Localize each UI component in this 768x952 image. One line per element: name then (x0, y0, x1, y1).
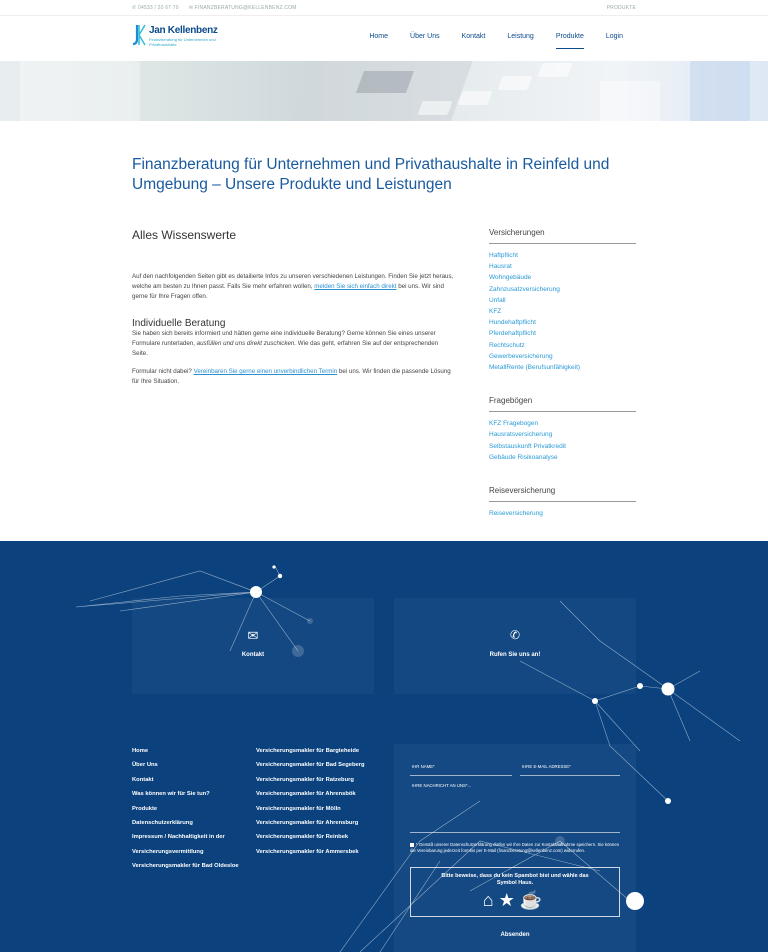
captcha-box (410, 867, 620, 917)
footer-nav-col2 (256, 747, 365, 862)
site-logo[interactable] (132, 24, 222, 50)
sidebar-link-gebaeude-risiko[interactable]: Gebäude Risikoanalyse (489, 453, 558, 461)
envelope-icon: ✉ (247, 628, 259, 643)
content-heading: Alles Wissenswerte (132, 228, 237, 242)
name-field-label: IHR NAME* (412, 764, 435, 769)
top-bar (0, 0, 768, 16)
phone-icon: ✆ (132, 5, 137, 11)
footer-link-impressum[interactable]: Impressum / Nachhaltigkeit in der (132, 834, 225, 841)
appointment-link[interactable]: Vereinbaren Sie gerne einen unverbindlichen Termin (193, 368, 338, 375)
email-contact[interactable]: ✉ FINANZBERATUNG@KELLENBENZ.COM (188, 5, 297, 11)
logo-tagline: Finanzberatung für Unternehmen und Privathaushalte (149, 37, 216, 47)
footer-link-reinbek[interactable]: Versicherungsmakler für Reinbek (256, 834, 349, 841)
sidebar-link-reiseversicherung[interactable]: Reiseversicherung (489, 510, 543, 518)
sidebar-link-hundehaftpflicht[interactable]: Hundehaftpflicht (489, 319, 536, 327)
captcha-question: Bitte beweise, dass du kein Spambot bist und wähle das Symbol Haus. (441, 873, 589, 886)
sidebar-group-reise (489, 486, 636, 519)
phone-contact[interactable]: ✆ 04533 / 20 67 70 (132, 5, 179, 11)
envelope-icon: ✉ (188, 5, 194, 11)
footer-nav-col1 (132, 747, 239, 877)
house-icon[interactable]: ⌂ (482, 890, 499, 910)
footer-link-versicherungsvermittlung[interactable]: Versicherungsvermittlung (132, 848, 204, 855)
sidebar-link-hausrat[interactable]: Hausrat (489, 263, 512, 271)
footer-link-produkte[interactable]: Produkte (132, 805, 158, 812)
nav-login[interactable]: Login (605, 33, 623, 40)
footer-link-ahrensboek[interactable]: Versicherungsmakler für Ahrensbök (256, 791, 356, 798)
sidebar (489, 228, 636, 519)
sidebar-group-frageboegen (489, 396, 636, 463)
sidebar-group-title: Reiseversicherung (489, 486, 636, 502)
email-input[interactable] (520, 775, 620, 776)
logo-mark-icon (132, 24, 146, 46)
star-icon[interactable]: ★ (498, 890, 520, 910)
contact-card[interactable]: ✉ Kontakt (132, 598, 374, 694)
privacy-consent: * Gemäß unserer Datenschutzerklärung dürfen wir Ihre Daten zur Kontaktaufnahme speichern. Sie können die Vereinbarung jederzeit formlos per E-Mail (finanzberatung@kellenbenz.com) widerrufen. (410, 842, 620, 853)
sidebar-link-haftpflicht[interactable]: Haftpflicht (489, 252, 518, 259)
intro-paragraph: Auf den nachfolgenden Seiten gibt es detailierte Infos zu unseren verschiedenen Leistungen. Finden Sie jetzt heraus, welche am besten zu Ihnen passt. Falls Sie mehr erfahren wollen, melden Sie sich einfach direkt bei uns. Wir sind gerne für Ihre Fragen offen. (132, 273, 454, 300)
footer-link-ueber-uns[interactable]: Über Uns (132, 762, 158, 769)
sidebar-group-title: Versicherungen (489, 228, 636, 244)
sidebar-link-kfz-fragebogen[interactable]: KFZ Fragebogen (489, 420, 539, 428)
footer-link-moelln[interactable]: Versicherungsmakler für Mölln (256, 805, 341, 812)
sidebar-link-gewerbe[interactable]: Gewerbeversicherung (489, 352, 553, 360)
sidebar-link-zahnzusatz[interactable]: Zahnzusatzversicherung (489, 285, 560, 293)
phone-icon: ✆ (509, 628, 521, 642)
sidebar-link-pferdehaftpflicht[interactable]: Pferdehaftpflicht (489, 330, 536, 338)
network-decoration (0, 541, 768, 952)
nav-produkte[interactable]: Produkte (545, 33, 595, 40)
sidebar-group-versicherungen (489, 228, 636, 373)
contact-form (394, 744, 636, 952)
nav-kontakt[interactable]: Kontakt (461, 33, 486, 40)
cup-icon[interactable]: ☕ (519, 890, 548, 910)
appointment-paragraph: Formular nicht dabei? Vereinbaren Sie gerne einen unverbindlichen Termin bei uns. Wir finden die passende Lösung für Ihre Situation. (132, 368, 451, 385)
sidebar-link-selbstauskunft[interactable]: Selbstauskunft Privatkredit (489, 442, 566, 450)
submit-button[interactable]: Absenden (500, 932, 530, 938)
footer-link-ahrensburg[interactable]: Versicherungsmakler für Ahrensburg (256, 819, 359, 826)
top-bar-products-link[interactable]: PRODUKTE (606, 5, 636, 11)
consultation-paragraph: Sie haben sich bereits informiert und hätten gerne eine individuelle Beratung? Gerne können Sie eines unserer Formulare runterladen, ausfüllen und uns direkt zuschicken. Wie das geht, erfahren Sie auf der entsprechenden Seite. (132, 330, 439, 357)
footer-link-datenschutz[interactable]: Datenschutzerklärung (132, 819, 193, 826)
name-input[interactable] (410, 775, 512, 776)
hero-banner-image (0, 61, 768, 121)
main-content (132, 228, 454, 387)
email-field-label: IHRE E-MAIL ADRESSE* (522, 764, 571, 769)
consent-checkbox[interactable] (410, 843, 414, 847)
footer-link-bad-oldesloe[interactable]: Versicherungsmakler für Bad Oldesloe (132, 863, 239, 870)
sidebar-link-rechtschutz[interactable]: Rechtschutz (489, 341, 525, 349)
nav-leistung[interactable]: Leistung (507, 33, 534, 40)
logo-name: Jan Kellenbenz (149, 25, 218, 36)
nav-home[interactable]: Home (369, 33, 389, 40)
page-title: Finanzberatung für Unternehmen und Privathaushalte in Reinfeld und Umgebung – Unsere Produkte und Leistungen (132, 156, 610, 193)
footer-link-home[interactable]: Home (132, 748, 149, 754)
sidebar-link-wohngebaeude[interactable]: Wohngebäude (489, 274, 532, 282)
sidebar-link-metallrente[interactable]: MetallRente (Berufsunfähigkeit) (489, 364, 581, 372)
message-field-label: IHRE NACHRICHT AN UNS*... (412, 783, 472, 788)
sub-heading: Individuelle Beratung (132, 318, 226, 329)
footer-link-kontakt[interactable]: Kontakt (132, 776, 154, 783)
sidebar-link-unfall[interactable]: Unfall (489, 296, 506, 304)
footer-link-bargteheide[interactable]: Versicherungsmakler für Bargteheide (256, 748, 360, 754)
footer-link-bad-segeberg[interactable]: Versicherungsmakler für Bad Segeberg (256, 762, 365, 769)
site-header (0, 16, 768, 60)
footer-link-ammersbek[interactable]: Versicherungsmakler für Ammersbek (256, 848, 359, 855)
footer-link-services[interactable]: Was können wir für Sie tun? (132, 791, 210, 798)
site-footer (0, 541, 768, 952)
message-textarea[interactable] (410, 832, 620, 833)
contact-direct-link[interactable]: melden Sie sich einfach direkt (314, 283, 397, 290)
footer-link-ratzeburg[interactable]: Versicherungsmakler für Ratzeburg (256, 776, 354, 783)
sidebar-link-hausratsversicherung[interactable]: Hausratsversicherung (489, 431, 553, 439)
sidebar-link-kfz[interactable]: KFZ (489, 308, 502, 316)
sidebar-group-title: Fragebögen (489, 396, 636, 412)
nav-ueber-uns[interactable]: Über Uns (410, 33, 440, 40)
main-nav (358, 33, 634, 40)
call-us-card[interactable]: ✆ Rufen Sie uns an! (394, 598, 636, 694)
